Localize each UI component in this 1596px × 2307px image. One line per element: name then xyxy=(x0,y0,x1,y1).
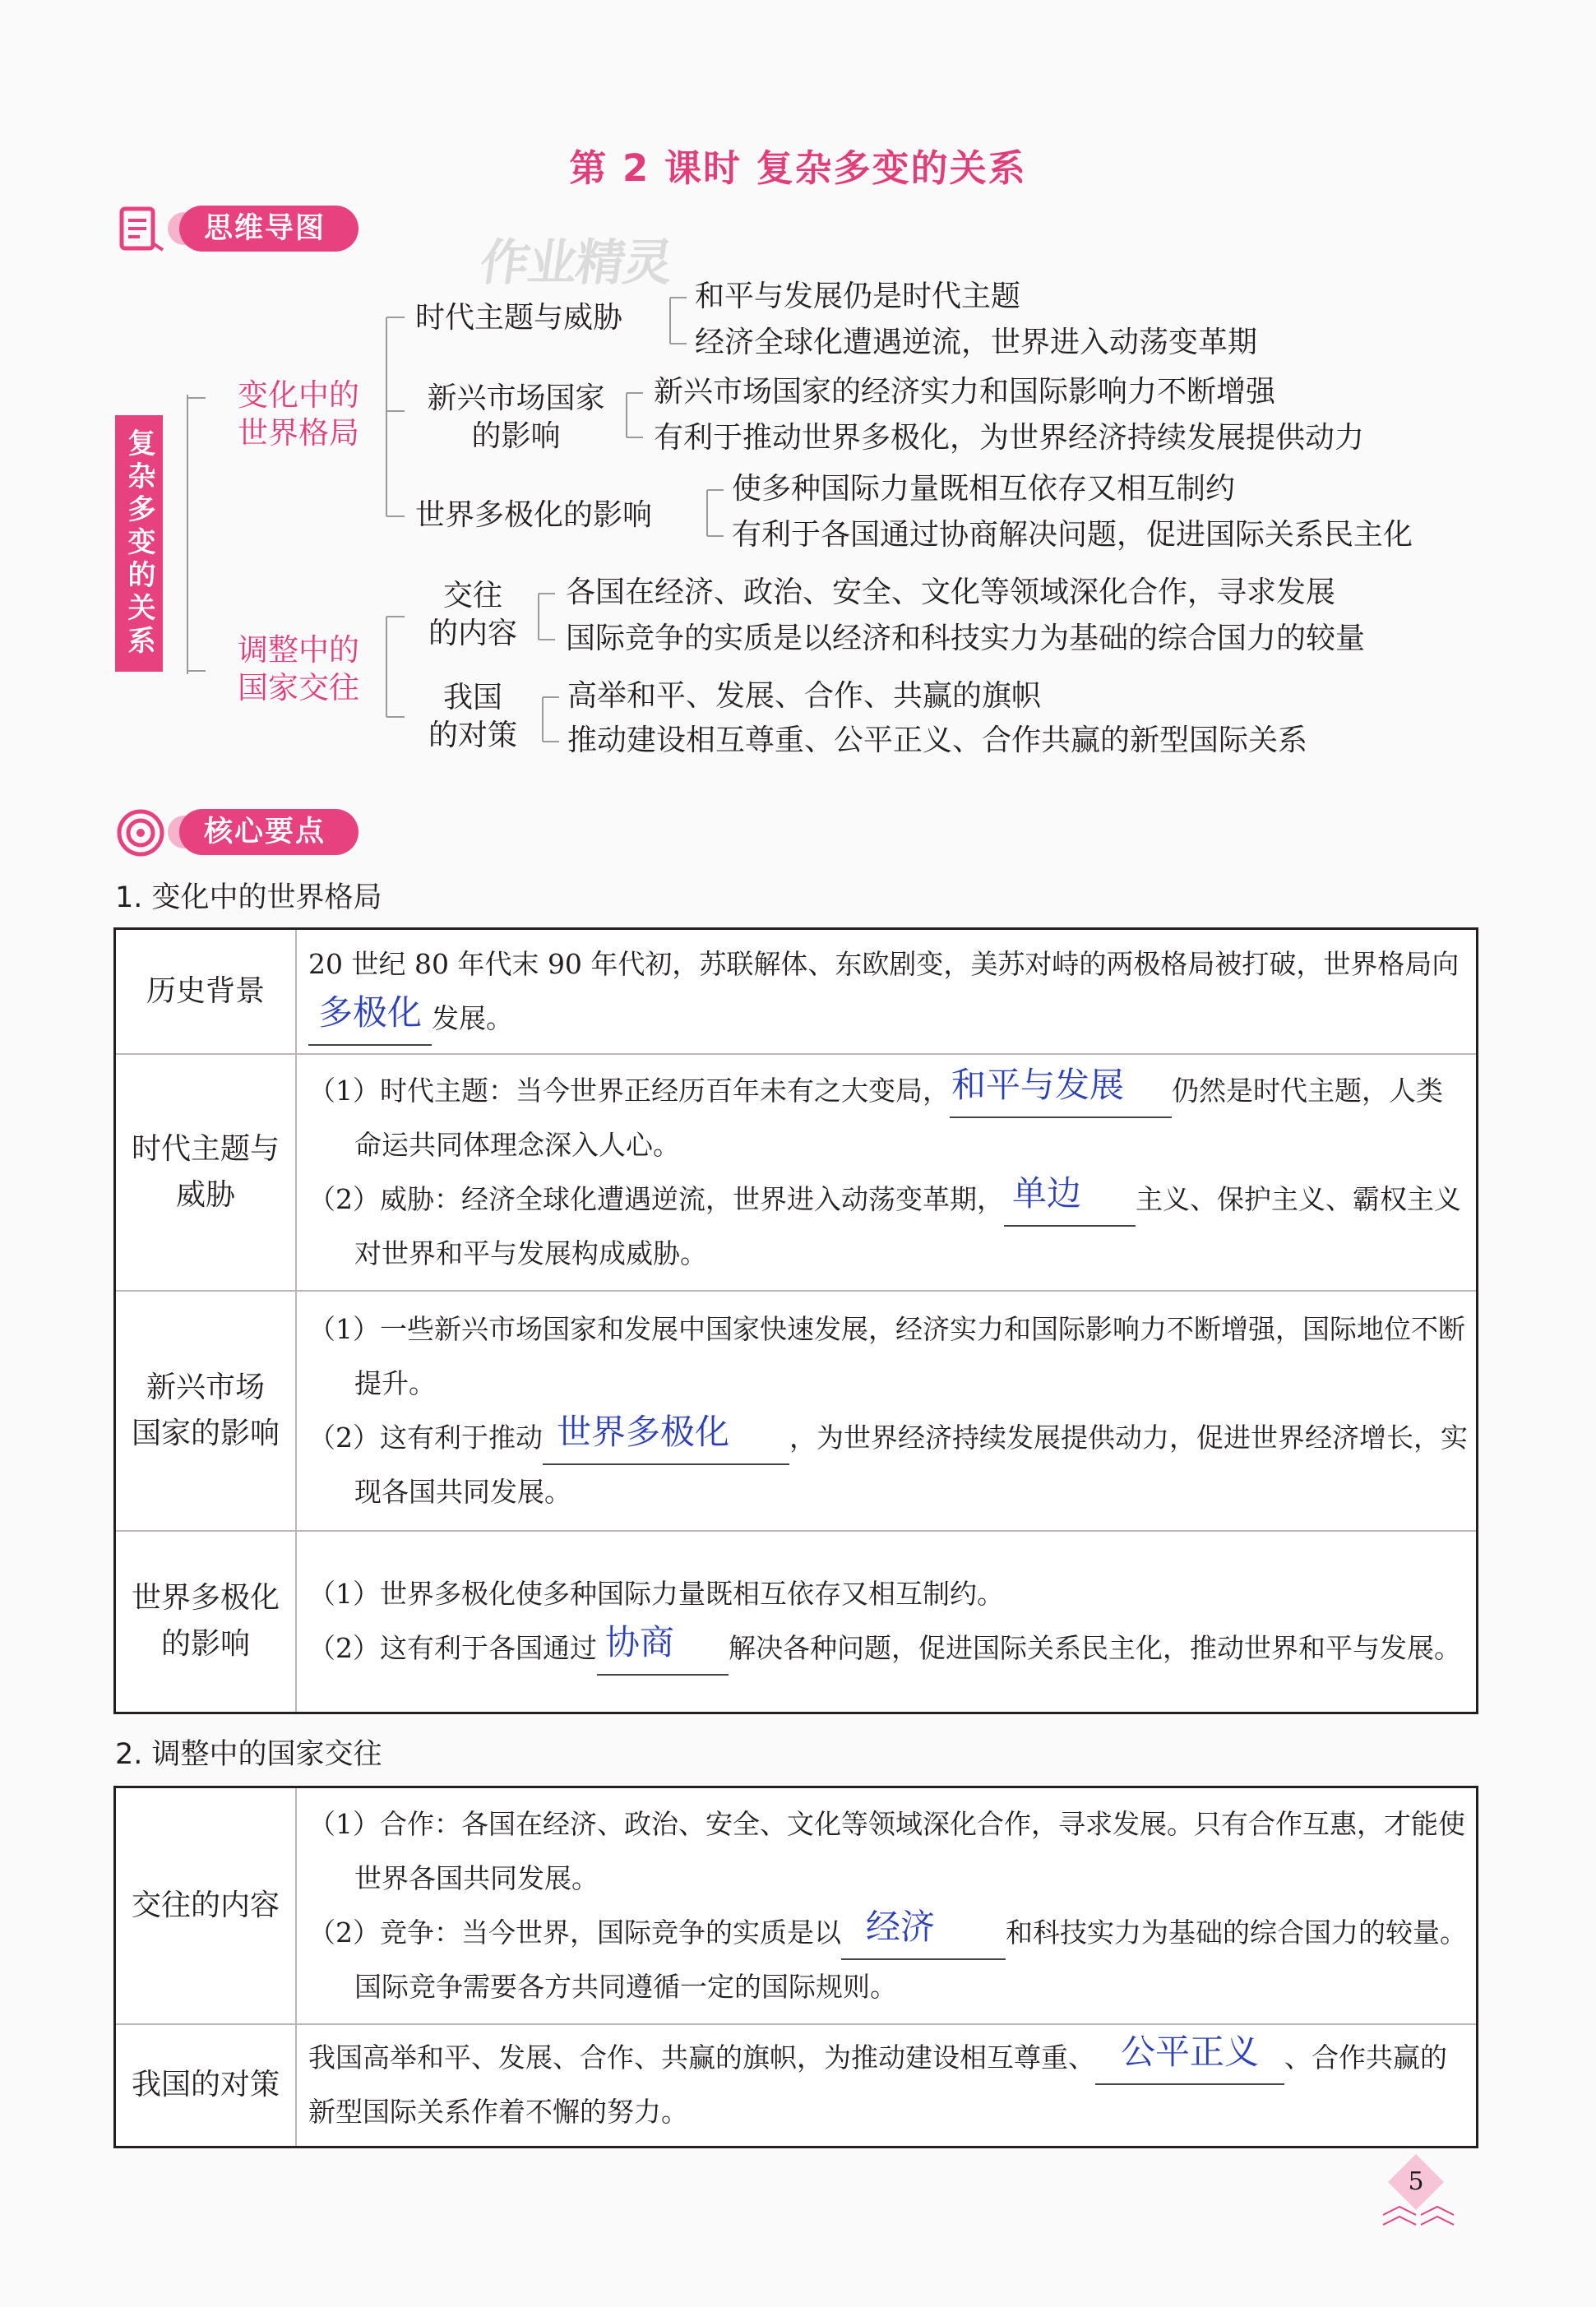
heading-world-pattern: 1. 变化中的世界格局 xyxy=(115,881,382,914)
text: 20 世纪 80 年代末 90 年代初，苏联解体、东欧剧变，美苏对峙的两极格局被打破，世界格局向 xyxy=(308,947,1460,980)
paragraph xyxy=(308,1172,1469,1281)
text: 和科技实力为基础的综合国力的较量。国际竞争需要各方共同遵循一定的国际规则。 xyxy=(354,1916,1467,2003)
text: 、合作共赢的新型国际关系作着不懈的努力。 xyxy=(308,2041,1447,2129)
paragraph xyxy=(308,1064,1469,1172)
answer-text: 多极化 xyxy=(317,992,422,1033)
answer-blank xyxy=(597,1622,729,1676)
mindmap-node-china-policy: 我国 的对策 xyxy=(428,681,517,752)
mindmap-leaf: 和平与发展仍是时代主题 xyxy=(695,280,1021,313)
mindmap-leaf: 国际竞争的实质是以经济和科技实力为基础的综合国力的较量 xyxy=(566,622,1366,655)
text: （2）这有利于推动 xyxy=(308,1421,543,1454)
text: （2）竞争：当今世界，国际竞争的实质是以 xyxy=(308,1916,841,1949)
answer-blank xyxy=(543,1411,789,1465)
text: 发展。 xyxy=(432,1001,513,1034)
mindmap-leaf: 有利于各国通过协商解决问题，促进国际关系民主化 xyxy=(732,518,1413,552)
answer-text: 世界多极化 xyxy=(556,1411,729,1452)
answer-blank xyxy=(841,1906,1006,1960)
text: （2）威胁：经济全球化遭遇逆流，世界进入动荡变革期， xyxy=(308,1182,1004,1215)
row-body xyxy=(296,2024,1478,2147)
mindmap-branch-world-pattern: 变化中的 世界格局 xyxy=(238,377,359,451)
mindmap-leaf: 新兴市场国家的经济实力和国际影响力不断增强 xyxy=(654,375,1276,409)
text: 解决各种问题，促进国际关系民主化，推动世界和平与发展。 xyxy=(729,1632,1461,1665)
row-head: 历史背景 xyxy=(115,929,297,1054)
paragraph xyxy=(308,1621,1469,1676)
answer-text: 经济 xyxy=(865,1906,935,1947)
row-body xyxy=(296,1787,1478,2024)
watermark: 作业精灵 xyxy=(476,234,676,292)
answer-blank xyxy=(308,992,432,1046)
answer-text: 协商 xyxy=(604,1622,674,1663)
table-world-pattern xyxy=(113,927,1478,1714)
row-body xyxy=(296,929,1478,1054)
mindmap-node-theme-threat: 时代主题与威胁 xyxy=(415,301,623,335)
section-keypoints-tag: 核心要点 xyxy=(179,809,359,855)
mindmap-leaf: 有利于推动世界多极化，为世界经济持续发展提供动力 xyxy=(654,421,1365,455)
section-mindmap-tag: 思维导图 xyxy=(179,206,359,252)
mindmap-leaf: 各国在经济、政治、安全、文化等领域深化合作，寻求发展 xyxy=(566,576,1336,609)
text: （2）这有利于各国通过 xyxy=(308,1632,597,1665)
page-number: 5 xyxy=(1408,2167,1424,2196)
table-row xyxy=(115,929,1478,1054)
keypoints-icon xyxy=(115,807,166,858)
mindmap-root: 复杂多变的关系 xyxy=(115,415,163,672)
row-head: 世界多极化 的影响 xyxy=(115,1531,297,1713)
row-head: 交往的内容 xyxy=(115,1787,297,2024)
mindmap-leaf: 高举和平、发展、合作、共赢的旗帜 xyxy=(567,679,1042,713)
paragraph: （1）合作：各国在经济、政治、安全、文化等领域深化合作，寻求发展。只有合作互惠，才能使世界各国共同发展。 xyxy=(308,1807,1465,1894)
table-row xyxy=(115,2024,1478,2147)
answer-text: 公平正义 xyxy=(1120,2032,1259,2073)
text: ，为世界经济持续发展提供动力，促进世界经济增长，实现各国共同发展。 xyxy=(354,1421,1468,1508)
text: 我国高举和平、发展、合作、共赢的旗帜，为推动建设相互尊重、 xyxy=(308,2041,1095,2074)
answer-text: 单边 xyxy=(1011,1172,1081,1214)
paragraph xyxy=(308,1411,1469,1519)
answer-text: 和平与发展 xyxy=(951,1064,1124,1105)
row-head: 新兴市场 国家的影响 xyxy=(115,1291,297,1531)
row-head: 我国的对策 xyxy=(115,2024,297,2147)
text: （1）时代主题：当今世界正经历百年未有之大变局， xyxy=(308,1074,950,1107)
mindmap-node-exchange-content: 交往 的内容 xyxy=(428,579,517,650)
heading-state-relations: 2. 调整中的国家交往 xyxy=(115,1738,382,1771)
row-head: 时代主题与 威胁 xyxy=(115,1054,297,1291)
row-body xyxy=(296,1291,1478,1531)
mindmap-leaf: 推动建设相互尊重、公平正义、合作共赢的新型国际关系 xyxy=(567,724,1308,757)
row-body xyxy=(296,1054,1478,1291)
text: 仍然是时代主题，人类命运共同体理念深入人心。 xyxy=(354,1074,1443,1161)
row-body xyxy=(296,1531,1478,1713)
table-state-relations xyxy=(113,1786,1478,2148)
answer-blank xyxy=(950,1064,1172,1118)
mindmap-leaf: 经济全球化遭遇逆流，世界进入动荡变革期 xyxy=(695,326,1258,359)
mindmap-node-multipolarity: 世界多极化的影响 xyxy=(415,498,653,532)
table-row xyxy=(115,1531,1478,1713)
paragraph: （1）一些新兴市场国家和发展中国家快速发展，经济实力和国际影响力不断增强，国际地位不断提升。 xyxy=(308,1312,1465,1399)
mindmap-node-emerging-markets: 新兴市场国家 的影响 xyxy=(427,381,605,453)
mindmap-branch-state-relations: 调整中的 国家交往 xyxy=(238,632,359,705)
answer-blank xyxy=(1004,1172,1136,1227)
table-row xyxy=(115,1787,1478,2024)
text: 主义、保护主义、霸权主义对世界和平与发展构成威胁。 xyxy=(354,1182,1461,1269)
paragraph xyxy=(308,1906,1469,2014)
page-title: 第 2 课时 复杂多变的关系 xyxy=(569,146,1027,190)
answer-blank xyxy=(1095,2032,1284,2085)
table-row xyxy=(115,1054,1478,1291)
mindmap-leaf: 使多种国际力量既相互依存又相互制约 xyxy=(732,472,1236,506)
paragraph: （1）世界多极化使多种国际力量既相互依存又相互制约。 xyxy=(308,1578,1004,1611)
table-row xyxy=(115,1291,1478,1531)
